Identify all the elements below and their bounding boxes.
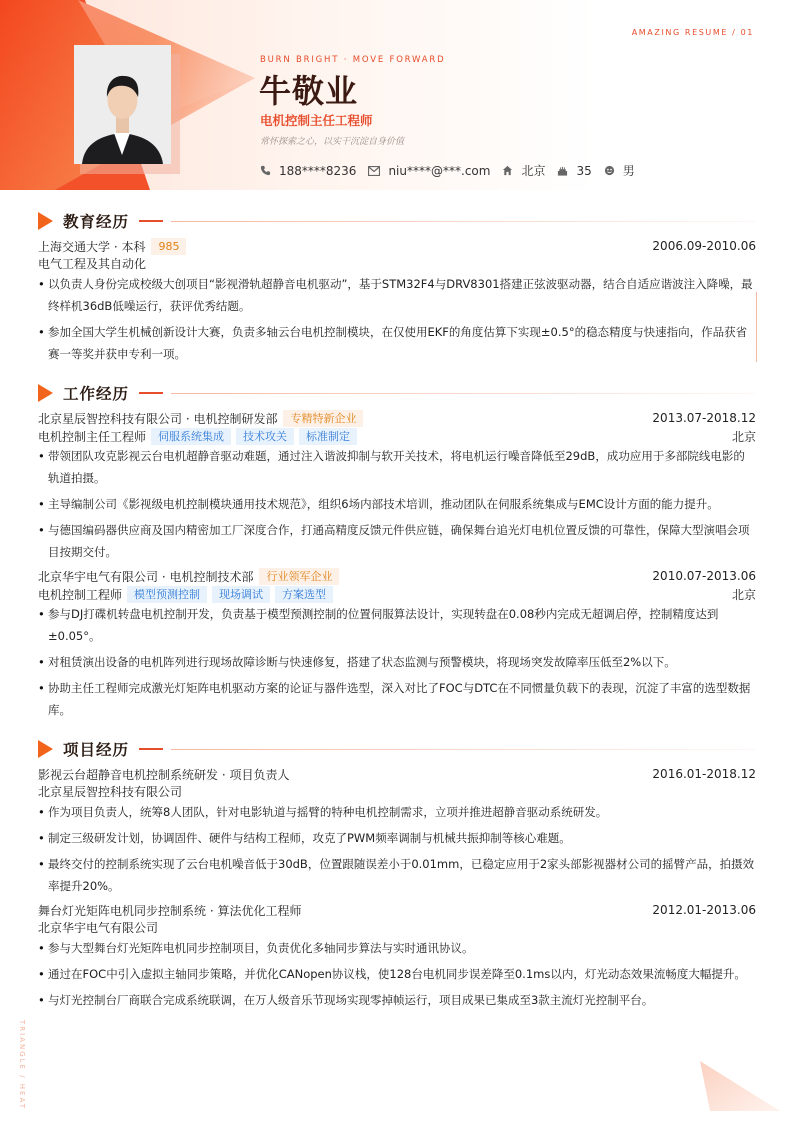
project-date: 2012.01-2013.06 bbox=[652, 903, 756, 917]
list-item: • 通过在FOC中引入虚拟主轴同步策略，并优化CANopen协议栈，使128台电机同步误差降至0.1ms以内，灯光动态效果流畅度大幅提升。 bbox=[38, 963, 756, 985]
section-dash bbox=[139, 748, 163, 750]
education-bullets bbox=[38, 273, 756, 365]
contact-bar bbox=[260, 162, 647, 179]
gender-text: 男 bbox=[622, 164, 635, 178]
education-section bbox=[38, 210, 756, 369]
section-triangle-icon bbox=[38, 740, 53, 758]
section-divider bbox=[171, 393, 756, 394]
corner-label: AMAZING RESUME / 01 bbox=[631, 28, 754, 37]
project-header bbox=[38, 765, 756, 783]
phone-text: 188****8236 bbox=[279, 163, 357, 178]
project-date: 2016.01-2018.12 bbox=[652, 767, 756, 781]
job-city: 北京 bbox=[731, 429, 756, 444]
job-header bbox=[38, 567, 756, 585]
section-header bbox=[38, 382, 756, 404]
school-name: 上海交通大学 · 本科 bbox=[38, 239, 146, 254]
company-name: 北京华宇电气有限公司 · 电机控制技术部 bbox=[38, 569, 254, 584]
job-role-row bbox=[38, 427, 756, 445]
city-text: 北京 bbox=[521, 164, 546, 178]
job-header bbox=[38, 409, 756, 427]
candidate-name: 牛敬业 bbox=[259, 72, 359, 110]
list-item: • 对租赁演出设备的电机阵列进行现场故障诊断与快速修复，搭建了状态监测与预警模块，将现场突发故障率压低至2%以下。 bbox=[38, 651, 756, 673]
job-bullets bbox=[38, 603, 756, 721]
section-dash bbox=[139, 220, 163, 222]
motto: 常怀探索之心，以实干沉淀自身价值 bbox=[260, 137, 405, 147]
project-header bbox=[38, 901, 756, 919]
company-badge: 行业领军企业 bbox=[259, 568, 339, 585]
projects-section bbox=[38, 738, 756, 1015]
work-section bbox=[38, 382, 756, 725]
contact-email bbox=[368, 164, 490, 178]
cake-icon bbox=[557, 165, 568, 177]
job-city: 北京 bbox=[731, 587, 756, 602]
job-role: 电机控制工程师 bbox=[38, 587, 123, 602]
list-item: • 作为项目负责人，统筹8人团队，针对电影轨道与摇臂的特种电机控制需求，立项并推进超静音驱动系统研发。 bbox=[38, 801, 756, 823]
contact-age bbox=[557, 164, 591, 178]
mail-icon bbox=[368, 166, 380, 176]
section-divider bbox=[171, 749, 756, 750]
skill-tag: 方案选型 bbox=[275, 586, 333, 603]
resume-header bbox=[0, 0, 794, 190]
section-title: 项目经历 bbox=[63, 741, 130, 759]
job-role-row bbox=[38, 585, 756, 603]
gender-icon bbox=[604, 165, 615, 176]
job-entry bbox=[38, 567, 756, 721]
contact-city bbox=[502, 162, 545, 179]
section-divider bbox=[171, 221, 756, 222]
list-item: • 参与大型舞台灯光矩阵电机同步控制项目，负责优化多轴同步算法与实时通讯协议。 bbox=[38, 937, 756, 959]
list-item: • 带领团队攻克影视云台电机超静音驱动难题，通过注入谐波抑制与软开关技术，将电机运行噪音降低至29dB，成功应用于多部院线电影的轨道拍摄。 bbox=[38, 445, 756, 489]
section-triangle-icon bbox=[38, 384, 53, 402]
company-badge: 专精特新企业 bbox=[283, 410, 363, 427]
project-name: 舞台灯光矩阵电机同步控制系统 · 算法优化工程师 bbox=[38, 903, 302, 918]
skill-tag: 现场调试 bbox=[212, 586, 270, 603]
section-header bbox=[38, 738, 756, 760]
section-triangle-icon bbox=[38, 212, 53, 230]
corner-decoration bbox=[700, 1061, 780, 1111]
section-header bbox=[38, 210, 756, 232]
project-org: 北京星辰智控科技有限公司 bbox=[38, 785, 183, 799]
skill-tag: 标准制定 bbox=[299, 428, 357, 445]
school-badge: 985 bbox=[151, 238, 186, 255]
list-item: • 与灯光控制台厂商联合完成系统联调，在万人级音乐节现场实现零掉帧运行，项目成果已集成至3款主流灯光控制平台。 bbox=[38, 989, 756, 1011]
project-bullets bbox=[38, 937, 756, 1011]
education-date: 2006.09-2010.06 bbox=[652, 239, 756, 253]
skill-tag: 伺服系统集成 bbox=[151, 428, 231, 445]
education-side-rule bbox=[756, 292, 757, 362]
list-item: • 参与DJ打碟机转盘电机控制开发，负责基于模型预测控制的位置伺服算法设计，实现转盘在0.08秒内完成无超调启停，控制精度达到±0.05°。 bbox=[38, 603, 756, 647]
list-item: • 与德国编码器供应商及国内精密加工厂深度合作，打通高精度反馈元件供应链，确保舞台追光灯电机位置反馈的可靠性，保障大型演唱会项目按期交付。 bbox=[38, 519, 756, 563]
project-org: 北京华宇电气有限公司 bbox=[38, 921, 159, 935]
education-entry-header bbox=[38, 237, 756, 255]
major: 电气工程及其自动化 bbox=[38, 257, 147, 271]
project-entry bbox=[38, 901, 756, 1011]
job-entry bbox=[38, 409, 756, 563]
section-title: 教育经历 bbox=[63, 213, 130, 231]
tagline: BURN BRIGHT · MOVE FORWARD bbox=[260, 55, 446, 65]
list-item: • 参加全国大学生机械创新设计大赛，负责多轴云台电机控制模块，在仅使用EKF的角度估算下实现±0.5°的稳态精度与快速指向，作品获省赛一等奖并获申专利一项。 bbox=[38, 321, 756, 365]
job-title: 电机控制主任工程师 bbox=[260, 113, 373, 128]
section-title: 工作经历 bbox=[63, 385, 130, 403]
skill-tag: 技术攻关 bbox=[236, 428, 294, 445]
skill-tag: 模型预测控制 bbox=[127, 586, 207, 603]
list-item: • 主导编制公司《影视级电机控制模块通用技术规范》，组织6场内部技术培训，推动团队在伺服系统集成与EMC设计方面的能力提升。 bbox=[38, 493, 756, 515]
job-date: 2010.07-2013.06 bbox=[652, 569, 756, 583]
age-text: 35 bbox=[576, 163, 592, 178]
phone-icon bbox=[260, 165, 271, 176]
project-bullets bbox=[38, 801, 756, 897]
contact-phone bbox=[260, 164, 356, 178]
project-name: 影视云台超静音电机控制系统研发 · 项目负责人 bbox=[38, 767, 290, 782]
list-item: • 协助主任工程师完成激光灯矩阵电机驱动方案的论证与器件选型，深入对比了FOC与DTC在不同惯量负载下的表现，沉淀了丰富的选型数据库。 bbox=[38, 677, 756, 721]
contact-gender bbox=[604, 162, 635, 179]
profile-photo bbox=[74, 45, 171, 164]
job-role: 电机控制主任工程师 bbox=[38, 429, 147, 444]
job-date: 2013.07-2018.12 bbox=[652, 411, 756, 425]
list-item: • 以负责人身份完成校级大创项目“影视滑轨超静音电机驱动”，基于STM32F4与DRV8301搭建正弦波驱动器，结合自适应谐波注入降噪，最终样机36dB低噪运行，获评优秀结题。 bbox=[38, 273, 756, 317]
company-name: 北京星辰智控科技有限公司 · 电机控制研发部 bbox=[38, 411, 278, 426]
section-dash bbox=[139, 392, 163, 394]
project-entry bbox=[38, 765, 756, 897]
email-text: niu****@***.com bbox=[388, 163, 491, 178]
job-bullets bbox=[38, 445, 756, 563]
list-item: • 最终交付的控制系统实现了云台电机噪音低于30dB，位置跟随误差小于0.01mm，已稳定应用于2家头部影视器材公司的摇臂产品，拍摄效率提升20%。 bbox=[38, 853, 756, 897]
home-icon bbox=[502, 165, 513, 176]
side-label: TRIANGLE / HEAT bbox=[18, 1020, 26, 1110]
list-item: • 制定三级研发计划，协调固件、硬件与结构工程师，攻克了PWM频率调制与机械共振抑制等核心难题。 bbox=[38, 827, 756, 849]
